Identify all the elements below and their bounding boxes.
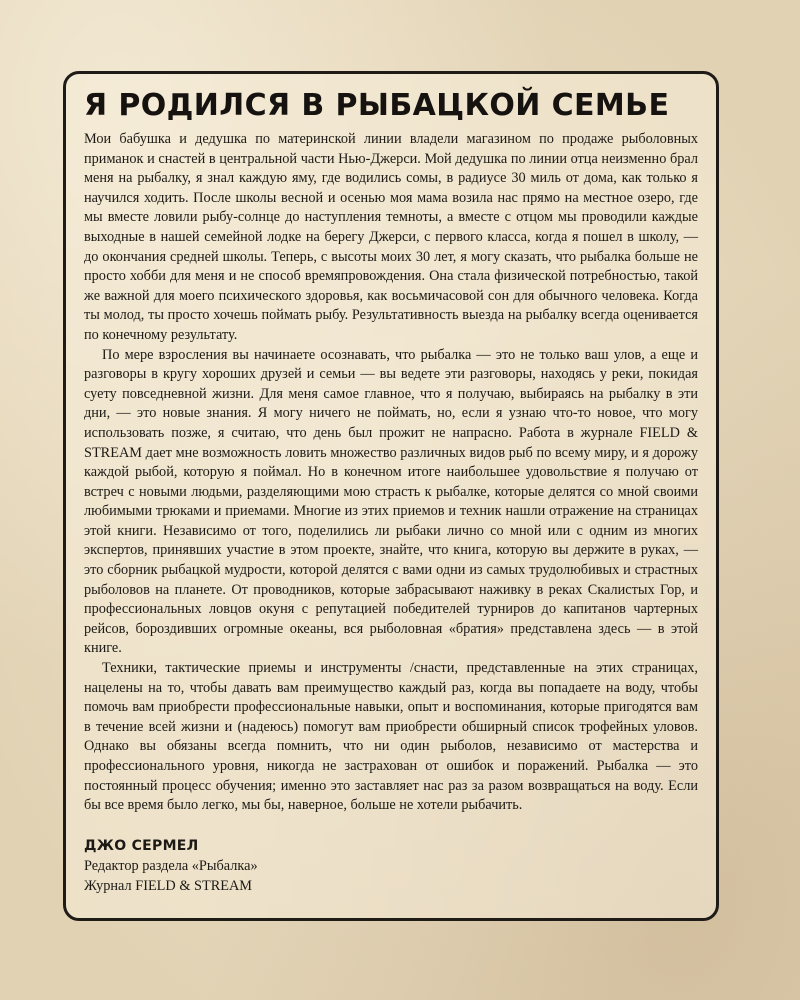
author-publication: Журнал FIELD & STREAM xyxy=(84,877,253,894)
signature-block xyxy=(84,836,698,896)
article xyxy=(84,88,698,896)
author-role: Редактор раздела «Рыбалка» xyxy=(84,857,258,874)
author-name: ДЖО СЕРМЕЛ xyxy=(84,837,199,854)
article-paragraph-2: По мере взросления вы начинаете осознавать, что рыбалка — это не только ваш улов, а еще и разговоры в кругу хороших друзей и семьи — вы ведете эти разговоры, находясь у реки, покидая суету повседневной жизни. Для меня самое главное, что я получаю, выбираясь на рыбалку в эти дни, — это новые знания. Я могу ничего не поймать, но, если я узнаю что-то новое, что могу использовать позже, я считаю, что день был прожит не напрасно. Работа в журнале FIELD & STREAM дает мне возможность ловить множество различных видов рыб по всему миру, и я дорожу каждой рыбой, которую я поймал. Но в конечном итоге наибольшее удовольствие я получаю от встреч с новыми людьми, разделяющими мою страсть к рыбалке, которые делятся со мной своими любимыми трюками и приемами. Многие из этих приемов и техник нашли отражение на страницах этой книги. Независимо от того, поделились ли рыбаки лично со мной или с одним из многих экспертов, принявших участие в этом проекте, знайте, что книга, которую вы держите в руках, — это сборник рыбацкой мудрости, которой делятся с вами одни из самых трудолюбивых и страстных рыболовов на планете. От проводников, которые забрасывают наживку в реках Скалистых Гор, и профессиональных ловцов окуня с репутацией победителей турниров до капитанов чартерных рейсов, бороздивших огромные океаны, вся рыболовная «братия» представлена здесь — в этой книге. xyxy=(84,346,698,657)
article-title: Я РОДИЛСЯ В РЫБАЦКОЙ СЕМЬЕ xyxy=(84,88,670,123)
article-paragraph-3: Техники, тактические приемы и инструменты /снасти, представленные на этих страницах, нацелены на то, чтобы давать вам преимущество каждый раз, когда вы попадаете на воду, чтобы помочь вам приобрести профессиональные навыки, опыт и воспоминания, которые пригодятся вам в течение всей жизни и (надеюсь) помогут вам приобрести обширный список трофейных уловов. Однако вы обязаны всегда помнить, что ни один рыболов, независимо от мастерства и профессионального уровня, никогда не застрахован от ошибок и поражений. Рыбалка — это постоянный процесс обучения; именно это заставляет нас раз за разом возвращаться на воду. Если бы все время было легко, мы бы, наверное, больше не хотели рыбачить. xyxy=(84,660,698,814)
article-paragraph-1: Мои бабушка и дедушка по материнской линии владели магазином по продаже рыболовных приманок и снастей в центральной части Нью-Джерси. Мой дедушка по линии отца неизменно брал меня на рыбалку, я знал каждую яму, где водились сомы, в радиусе 30 миль от дома, как только я научился ходить. После школы весной и осенью моя мама возила нас прямо на местное озеро, где мы вместе ловили рыбу-солнце до наступления темноты, а вместе с отцом мы проводили каждые выходные в нашей семейной лодке на берегу Джерси, с первого класса, когда я пошел в школу, — до окончания средней школы. Теперь, с высоты моих 30 лет, я могу сказать, что рыбалка больше не просто хобби для меня и не способ времяпровождения. Она стала физической потребностью, такой же важной для моего психического здоровья, как восьмичасовой сон для обычного человека. Когда ты молод, ты просто хочешь поймать рыбу. Результативность выезда на рыбалку всегда оценивается по конечному результату. xyxy=(84,131,698,343)
